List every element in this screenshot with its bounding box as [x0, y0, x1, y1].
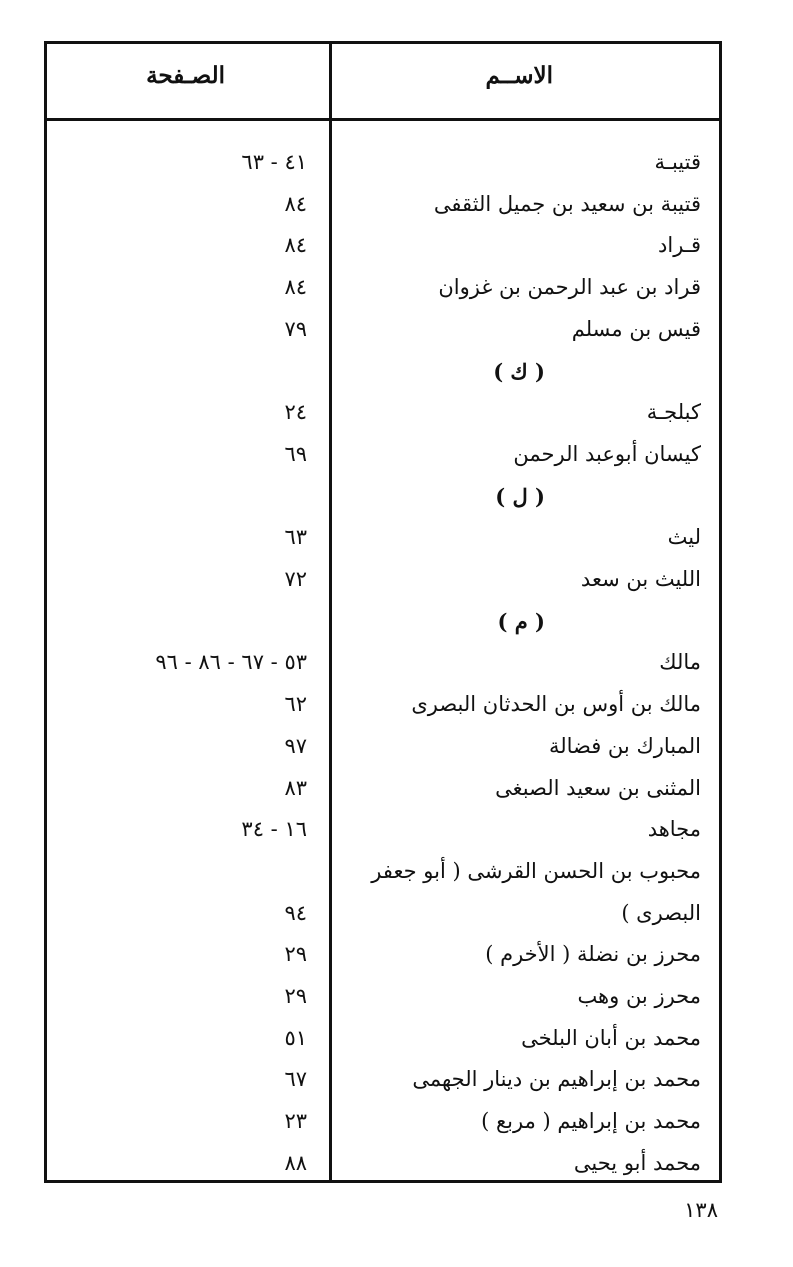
index-entry — [47, 436, 719, 476]
entry-name: البصرى ) — [621, 900, 701, 925]
page-column-header: الصـفحة — [146, 62, 225, 89]
entry-name: قيس بن مسلم — [571, 316, 701, 341]
index-entry — [47, 227, 719, 267]
index-entry — [47, 644, 719, 684]
entry-name: المبارك بن فضالة — [548, 733, 701, 758]
entry-pages: ٩٧ — [284, 733, 307, 758]
entry-pages: ١٦ - ٣٤ — [241, 817, 307, 842]
entry-name: قتيبة بن سعيد بن جميل الثقفى — [433, 191, 701, 216]
entry-pages: ٢٩ — [284, 984, 307, 1008]
entry-pages: ٩٤ — [284, 900, 307, 925]
entry-name: مالك — [659, 650, 701, 675]
entry-name: الليث بن سعد — [580, 567, 701, 591]
index-entry — [47, 686, 719, 726]
entry-pages: ٨٣ — [284, 775, 307, 800]
entry-name: محرز بن نضلة ( الأخرم ) — [485, 942, 701, 967]
entry-name: محمد بن أبان البلخى — [521, 1025, 701, 1050]
entry-pages: ٨٤ — [284, 191, 307, 216]
entry-name: مجاهد — [647, 817, 701, 842]
entry-pages: ٢٩ — [284, 942, 307, 967]
index-entry — [47, 728, 719, 768]
index-entry — [47, 1020, 719, 1060]
entry-name: كيسان أبوعبد الرحمن — [513, 441, 701, 466]
index-entry — [47, 936, 719, 976]
index-entry — [47, 269, 719, 309]
section-letter: ( م ) — [497, 608, 545, 634]
entry-pages: ٧٩ — [284, 316, 307, 341]
index-entry — [47, 186, 719, 226]
entry-pages: ٦٢ — [284, 692, 307, 717]
entry-name: محمد بن إبراهيم ( مربع ) — [481, 1109, 701, 1134]
entry-pages: ٨٨ — [284, 1150, 307, 1175]
index-entry — [47, 978, 719, 1018]
header-divider — [47, 118, 719, 121]
entry-pages: ٢٣ — [284, 1109, 307, 1134]
entry-pages: ٦٣ — [284, 525, 307, 550]
entry-pages: ٨٤ — [284, 233, 307, 258]
page-number: ١٣٨ — [684, 1198, 718, 1222]
entry-pages: ٨٤ — [284, 275, 307, 300]
entry-name: مالك بن أوس بن الحدثان البصرى — [411, 692, 701, 717]
entry-pages: ٦٧ — [284, 1067, 307, 1092]
entry-pages: ٦٩ — [284, 441, 307, 466]
entry-name: المثنى بن سعيد الصبغى — [495, 775, 701, 800]
entry-pages: ٢٤ — [284, 400, 307, 425]
entry-pages: ٥٣ - ٦٧ - ٨٦ - ٩٦ — [155, 650, 307, 675]
entry-name: كبلجـة — [646, 400, 701, 425]
section-header — [47, 353, 719, 393]
section-header — [47, 478, 719, 518]
name-column-header: الاســم — [485, 62, 553, 89]
index-entry — [47, 144, 719, 184]
index-entry — [47, 1103, 719, 1143]
entry-name: محبوب بن الحسن القرشى ( أبو جعفر — [371, 858, 701, 883]
index-entry — [47, 811, 719, 851]
entry-name: قـراد — [658, 233, 701, 258]
index-entry — [47, 770, 719, 810]
index-entry — [47, 853, 719, 893]
entry-pages: ٤١ - ٦٣ — [241, 150, 307, 174]
index-entry — [47, 519, 719, 559]
section-letter: ( ك ) — [493, 358, 545, 384]
entry-pages: ٧٢ — [284, 567, 307, 591]
index-entry — [47, 394, 719, 434]
entry-name: ليث — [667, 525, 701, 550]
index-entry — [47, 1145, 719, 1185]
section-letter: ( ل ) — [495, 483, 545, 509]
index-entry — [47, 895, 719, 935]
entry-name: قتيبـة — [654, 150, 701, 174]
index-entry — [47, 1061, 719, 1101]
entry-name: محمد أبو يحيى — [573, 1150, 701, 1175]
index-entry — [47, 311, 719, 351]
entry-name: محرز بن وهب — [577, 984, 701, 1008]
entry-name: محمد بن إبراهيم بن دينار الجهمى — [412, 1067, 701, 1092]
entry-name: قراد بن عبد الرحمن بن غزوان — [438, 275, 701, 300]
index-entry — [47, 561, 719, 601]
section-header — [47, 603, 719, 643]
entry-pages: ٥١ — [284, 1025, 307, 1050]
index-table — [44, 41, 722, 1183]
